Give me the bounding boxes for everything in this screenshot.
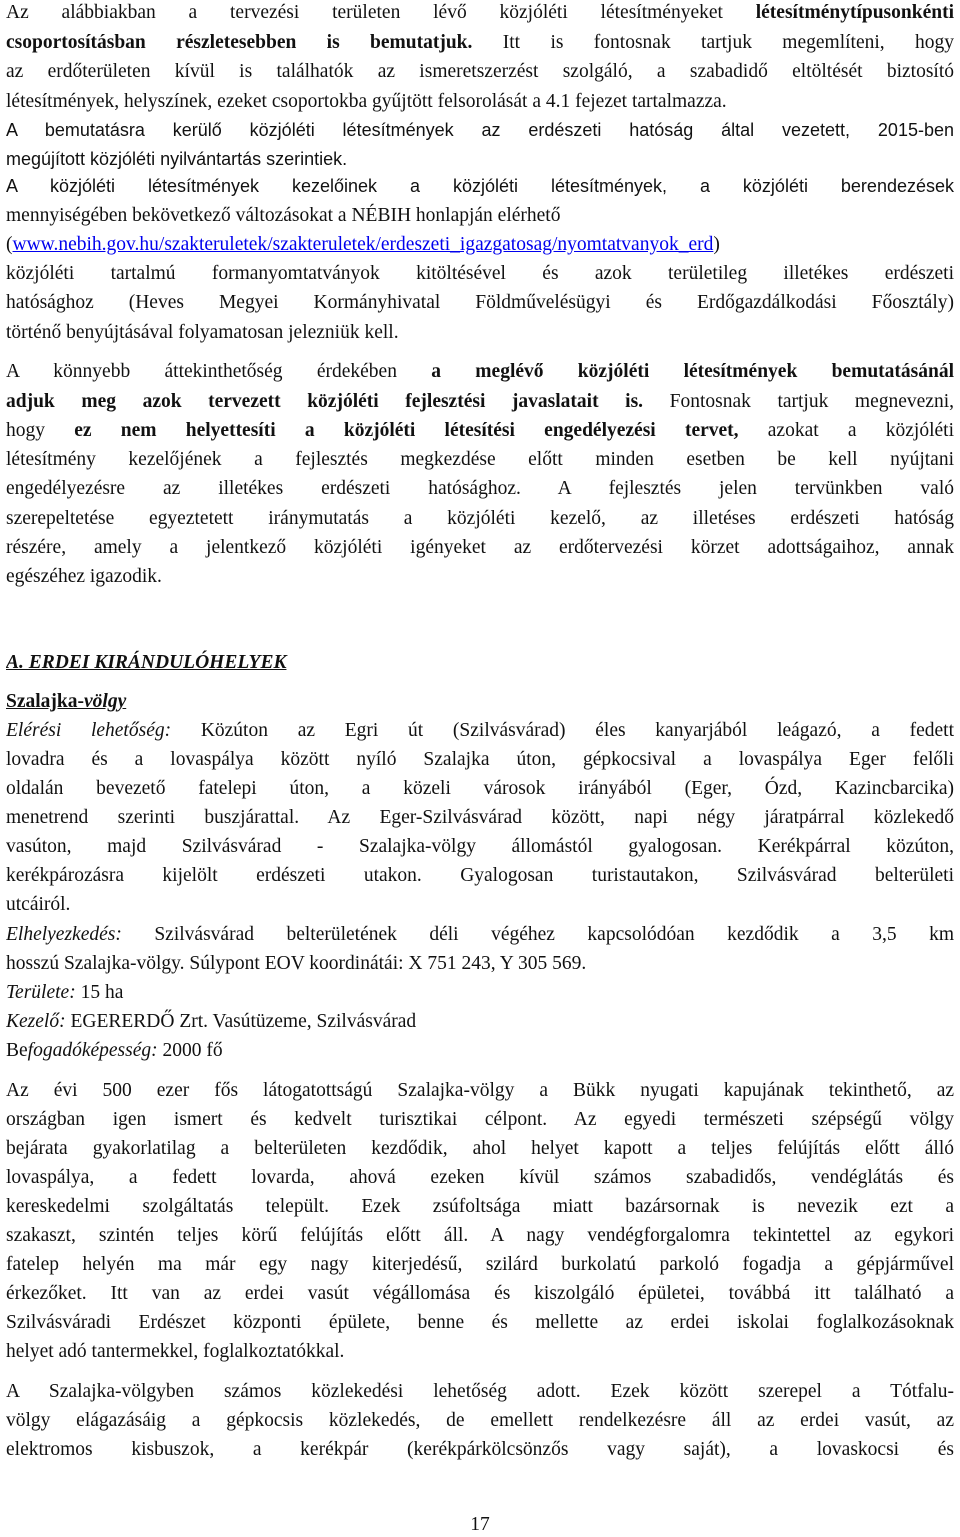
paren-close: ) <box>713 234 720 255</box>
access-line-6: kerékpározásra kijelölt erdészeti utakon. Gyalogosan turistautakon, Szilvásvárad belterületi <box>6 865 954 886</box>
access-line-5: vasúton, majd Szilvásvárad - Szalajka-völgy állomástól gyalogosan. Kerékpárral közúton, <box>6 836 954 857</box>
access-line-7: utcáiról. <box>6 894 71 915</box>
overview-text: azokat a közjóléti <box>738 420 954 441</box>
description-line-2: országban igen ismert és kedvelt turisztikai célpont. Az egyedi természeti szépségű völgy <box>6 1109 954 1130</box>
transport-line-1: A Szalajka-völgyben számos közlekedési lehetőség adott. Ezek között szerepel a Tótfalu- <box>6 1381 954 1402</box>
intro-line-4: létesítmények, helyszínek, ezeket csoportokba gyűjtött felsorolását a 4.1 fejezet tartalmazza. <box>6 91 727 112</box>
overview-line-2 <box>6 389 954 415</box>
paren-open: ( <box>6 234 13 255</box>
place-title-italic: völgy <box>84 691 127 712</box>
access-text: Közúton az Egri út (Szilvásvárad) éles kanyarjából leágazó, a fedett <box>171 720 954 741</box>
page-number: 17 <box>470 1514 490 1535</box>
description-line-4: lovaspálya, a fedett lovarda, ahová ezeken kívül számos szabadidős, vendéglátás és <box>6 1167 954 1188</box>
access-line-4: menetrend szerinti buszjárattal. Az Eger-Szilvásvárad között, napi négy járatpárral közlekedő <box>6 807 954 828</box>
capacity-line <box>6 1038 954 1064</box>
overview-text: A könnyebb áttekinthetőség érdekében <box>6 361 432 382</box>
overview-bold-text: adjuk meg azok tervezett közjóléti fejlesztési javaslatait is. <box>6 391 644 412</box>
intro-line-5: A bemutatásra kerülő közjóléti létesítmények az erdészeti hatóság által vezetett, 2015-ben <box>6 120 954 140</box>
overview-line-4: létesítmény kezelőjének a fejlesztés megkezdése előtt minden esetben be kell nyújtani <box>6 449 954 470</box>
manager-value: EGERERDŐ Zrt. Vasútüzeme, Szilvásvárad <box>65 1011 417 1032</box>
overview-line-6: szerepeltetése egyeztetett iránymutatás a közjóléti kezelő, az illetéses erdészeti hatóság <box>6 508 954 529</box>
description-line-8: érkezőket. Itt van az erdei vasút végállomása és kiszolgáló épületei, továbbá itt található a <box>6 1283 954 1304</box>
manager-line <box>6 1009 954 1035</box>
area-value: 15 ha <box>75 982 124 1003</box>
description-line-3: bejárata gyakorlatilag a belterületen kezdődik, ahol helyet kapott a teljes felújítás előtt álló <box>6 1138 954 1159</box>
intro-line-7: A közjóléti létesítmények kezelőinek a közjóléti létesítmények, a közjóléti berendezések <box>6 176 954 196</box>
description-line-5: kereskedelmi szolgáltatás települt. Ezek zsúfoltsága miatt bazársornak is nevezik ezt a <box>6 1196 954 1217</box>
intro-bold-text: csoportosításban részletesebben is bemutatjuk. <box>6 32 473 53</box>
intro-text: Itt is fontosnak tartjuk megemlíteni, hogy <box>472 32 954 53</box>
transport-line-2: völgy elágazásáig a gépkocsis közlekedés, de emellett rendelkezésre áll az erdei vasút, az <box>6 1410 954 1431</box>
manager-label: Kezelő: <box>6 1011 66 1032</box>
description-line-9: Szilvásváradi Erdészet központi épülete, benne és mellette az erdei iskolai foglalkozásoknak <box>6 1312 954 1333</box>
overview-text: hogy <box>6 420 75 441</box>
intro-text: Az alábbiakban a tervezési területen lévő közjóléti létesítményeket <box>6 2 756 23</box>
intro-bold-text: létesítménytípusonkénti <box>755 2 954 23</box>
access-label: Elérési lehetőség: <box>6 720 172 741</box>
intro-line-8: mennyiségében bekövetkező változásokat a NÉBIH honlapján elérhető <box>6 205 561 226</box>
access-line-2: lovadra és a lovaspálya között nyíló Szalajka úton, gépkocsival a lovaspálya Eger felőli <box>6 749 954 770</box>
intro-line-6: megújított közjóléti nyilvántartás szerintiek. <box>6 149 348 169</box>
location-line-2: hosszú Szalajka-völgy. Súlypont EOV koordinátái: X 751 243, Y 305 569. <box>6 953 587 974</box>
transport-line-3: elektromos kisbuszok, a kerékpár (kerékpárkölcsönzős vagy saját), a lovaskocsi és <box>6 1439 954 1460</box>
description-line-7: fatelep helyén ma már egy nagy kiterjedésű, szilárd burkolatú parkoló fogadja a gépjárművel <box>6 1254 954 1275</box>
place-title-part: Szalajka- <box>6 691 84 712</box>
access-line-3: oldalán bevezető fatelepi úton, a közeli városok irányából (Eger, Ózd, Kazincbarcika) <box>6 778 954 799</box>
intro-line-2 <box>6 30 954 56</box>
intro-line-10: közjóléti tartalmú formanyomtatványok kitöltésével és azok területileg illetékes erdészeti <box>6 263 954 284</box>
location-text: Szilvásvárad belterületének déli végéhez kapcsolódóan kezdődik a 3,5 km <box>121 924 954 945</box>
place-title <box>6 689 954 715</box>
intro-line-1 <box>6 0 954 26</box>
overview-bold-text: a meglévő közjóléti létesítmények bemutatásánál <box>431 361 954 382</box>
overview-line-5: engedélyezésre az illetékes erdészeti hatósághoz. A fejlesztés jelen tervünkben való <box>6 478 954 499</box>
intro-line-3: az erdőterületen kívül is találhatók az ismeretszerzést szolgáló, a szabadidő eltöltését biztosító <box>6 61 954 82</box>
section-heading: A. ERDEI KIRÁNDULÓHELYEK <box>6 652 287 673</box>
location-line-1 <box>6 922 954 948</box>
location-label: Elhelyezkedés: <box>6 924 122 945</box>
capacity-label-italic: fogadóképesség: <box>27 1040 158 1061</box>
overview-line-7: részére, amely a jelentkező közjóléti igényeket az erdőtervezési körzet adottságaihoz, annak <box>6 537 954 558</box>
intro-line-11: hatósághoz (Heves Megyei Kormányhivatal Földművelésügyi és Erdőgazdálkodási Főosztály) <box>6 292 954 313</box>
intro-line-9 <box>6 232 954 258</box>
description-line-1: Az évi 500 ezer fős látogatottságú Szalajka-völgy a Bükk nyugati kapujának tekinthető, az <box>6 1080 954 1101</box>
overview-line-8: egészéhez igazodik. <box>6 566 162 587</box>
overview-text: Fontosnak tartjuk megnevezni, <box>643 391 954 412</box>
intro-line-12: történő benyújtásával folyamatosan jelezniük kell. <box>6 322 399 343</box>
overview-bold-text: ez nem helyettesíti a közjóléti létesítési engedélyezési tervet, <box>74 420 739 441</box>
access-line-1 <box>6 718 954 744</box>
description-line-6: szakaszt, szintén teljes körű felújítás előtt áll. A nagy vendégforgalomra tekintettel az egykori <box>6 1225 954 1246</box>
capacity-label: Be <box>6 1040 28 1061</box>
area-line <box>6 980 954 1006</box>
nebih-link[interactable]: www.nebih.gov.hu/szakteruletek/szakteruletek/erdeszeti_igazgatosag/nyomtatvanyok_erd <box>12 234 714 255</box>
capacity-value: 2000 fő <box>157 1040 223 1061</box>
overview-line-1 <box>6 359 954 385</box>
description-line-10: helyet adó tantermekkel, foglalkoztatókkal. <box>6 1341 345 1362</box>
overview-line-3 <box>6 418 954 444</box>
area-label: Területe: <box>6 982 76 1003</box>
